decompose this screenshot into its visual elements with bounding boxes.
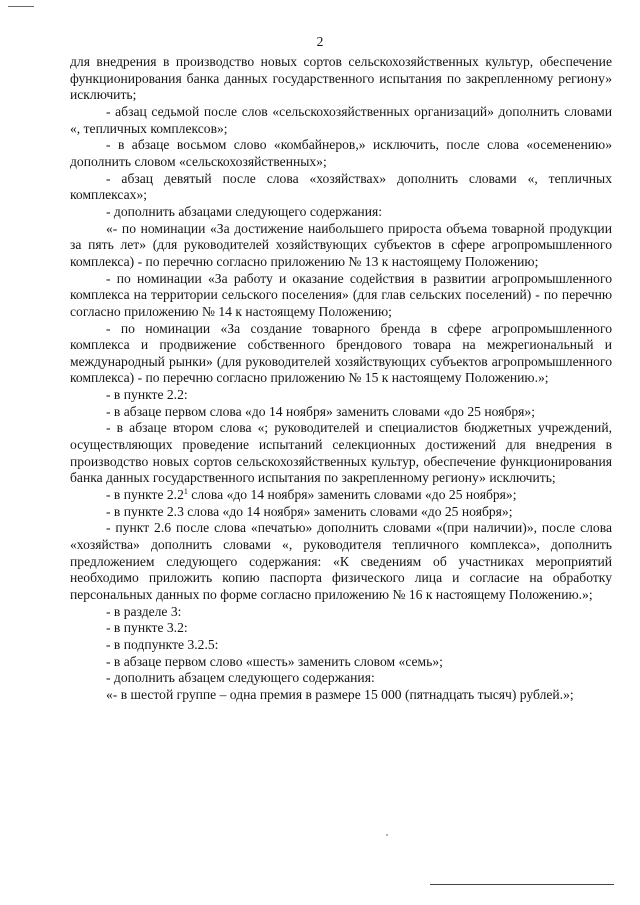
paragraph-text: - в пункте 2.3 слова «до 14 ноября» заменить словами «до 25 ноября»; bbox=[106, 503, 513, 519]
paragraph bbox=[70, 404, 612, 421]
paragraph-text: - в пункте 3.2: bbox=[106, 620, 188, 636]
paragraph bbox=[70, 137, 612, 170]
paragraph-text: для внедрения в производство новых сортов сельскохозяйственных культур, обеспечение функционирования банка данных государственного испытания по закрепленному региону» исключить; bbox=[70, 54, 612, 103]
paragraph bbox=[70, 420, 612, 487]
paragraph-text: - в абзаце восьмом слово «комбайнеров,» исключить, после слова «осеменению» дополнить словом «сельскохозяйственных»; bbox=[70, 137, 612, 169]
top-rule bbox=[8, 6, 34, 7]
paragraph bbox=[70, 487, 612, 504]
paragraph-text: - дополнить абзацем следующего содержания: bbox=[106, 670, 375, 686]
paragraph bbox=[70, 520, 612, 603]
paragraph-text: - в абзаце втором слова «; руководителей и специалистов бюджетных учреждений, осуществляющих проведение испытаний селекционных достижений для внедрения в производство новых сортов сельскохозяйственных культур, обеспечение функционирования банка данных государственного испытания по закрепленному региону» исключить; bbox=[70, 420, 612, 486]
document-body bbox=[70, 54, 612, 704]
scan-speck bbox=[386, 834, 388, 836]
paragraph-text: - в абзаце первом слова «до 14 ноября» заменить словами «до 25 ноября»; bbox=[106, 403, 535, 419]
paragraph bbox=[70, 654, 612, 671]
paragraph-text: - по номинации «За создание товарного бренда в сфере агропромышленного комплекса и продвижение собственного брендового товара на межрегиональный и международный рынки» (для руководителей хозяйствующих субъектов агропромышленного комплекса) - по перечню согласно приложению № 15 к настоящему Положению.»; bbox=[70, 320, 612, 386]
paragraph-text: - абзац седьмой после слов «сельскохозяйственных организаций» дополнить словами «, тепличных комплексов»; bbox=[70, 103, 612, 136]
paragraph bbox=[70, 504, 612, 521]
paragraph bbox=[70, 221, 612, 271]
paragraph-text: - по номинации «За работу и оказание содействия в развитии агропромышленного комплекса на территории сельского поселения» (для глав сельских поселений) - по перечню согласно приложению № 14 к настоящему Положению; bbox=[70, 270, 612, 319]
paragraph bbox=[70, 104, 612, 137]
paragraph-text: - дополнить абзацами следующего содержания: bbox=[106, 203, 383, 219]
paragraph-text: - в абзаце первом слово «шесть» заменить словом «семь»; bbox=[106, 653, 443, 669]
paragraph bbox=[70, 620, 612, 637]
paragraph bbox=[70, 271, 612, 321]
paragraph bbox=[70, 387, 612, 404]
paragraph-text: - в пункте 2.2 bbox=[106, 487, 184, 503]
paragraph bbox=[70, 204, 612, 221]
paragraph-text: - в пункте 2.2: bbox=[106, 387, 188, 403]
paragraph-text: «- по номинации «За достижение наибольшего прироста объема товарной продукции за пять лет» (для руководителей хозяйствующих субъектов в сфере агропромышленного комплекса) - по перечню согласно приложению № 13 к настоящему Положению; bbox=[70, 220, 612, 269]
paragraph bbox=[70, 171, 612, 204]
paragraph bbox=[70, 670, 612, 687]
paragraph bbox=[70, 637, 612, 654]
paragraph bbox=[70, 54, 612, 104]
paragraph-text: - в подпункте 3.2.5: bbox=[106, 636, 219, 652]
paragraph bbox=[70, 321, 612, 388]
paragraph-text: «- в шестой группе – одна премия в размере 15 000 (пятнадцать тысяч) рублей.»; bbox=[106, 686, 574, 702]
bottom-rule bbox=[430, 884, 614, 885]
superscript: 1 bbox=[183, 487, 188, 497]
paragraph-text: - абзац девятый после слова «хозяйствах» дополнить словами «, тепличных комплексах»; bbox=[70, 170, 612, 203]
paragraph-text-tail: слова «до 14 ноября» заменить словами «до 25 ноября»; bbox=[187, 487, 517, 503]
paragraph bbox=[70, 604, 612, 621]
page-number: 2 bbox=[316, 34, 324, 49]
paragraph-text: - пункт 2.6 после слова «печатью» дополнить словами «(при наличии)», после слова «хозяйства» дополнить словами «, руководителя тепличного комплекса», дополнить предложением следующего содержания: «К сведениям об участниках мероприятий необходимо приложить копию паспорта физического лица и согласие на обработку персональных данных по форме согласно приложению № 16 к настоящему Положению.»; bbox=[70, 520, 612, 602]
paragraph-text: - в разделе 3: bbox=[106, 603, 182, 619]
paragraph bbox=[70, 687, 612, 704]
